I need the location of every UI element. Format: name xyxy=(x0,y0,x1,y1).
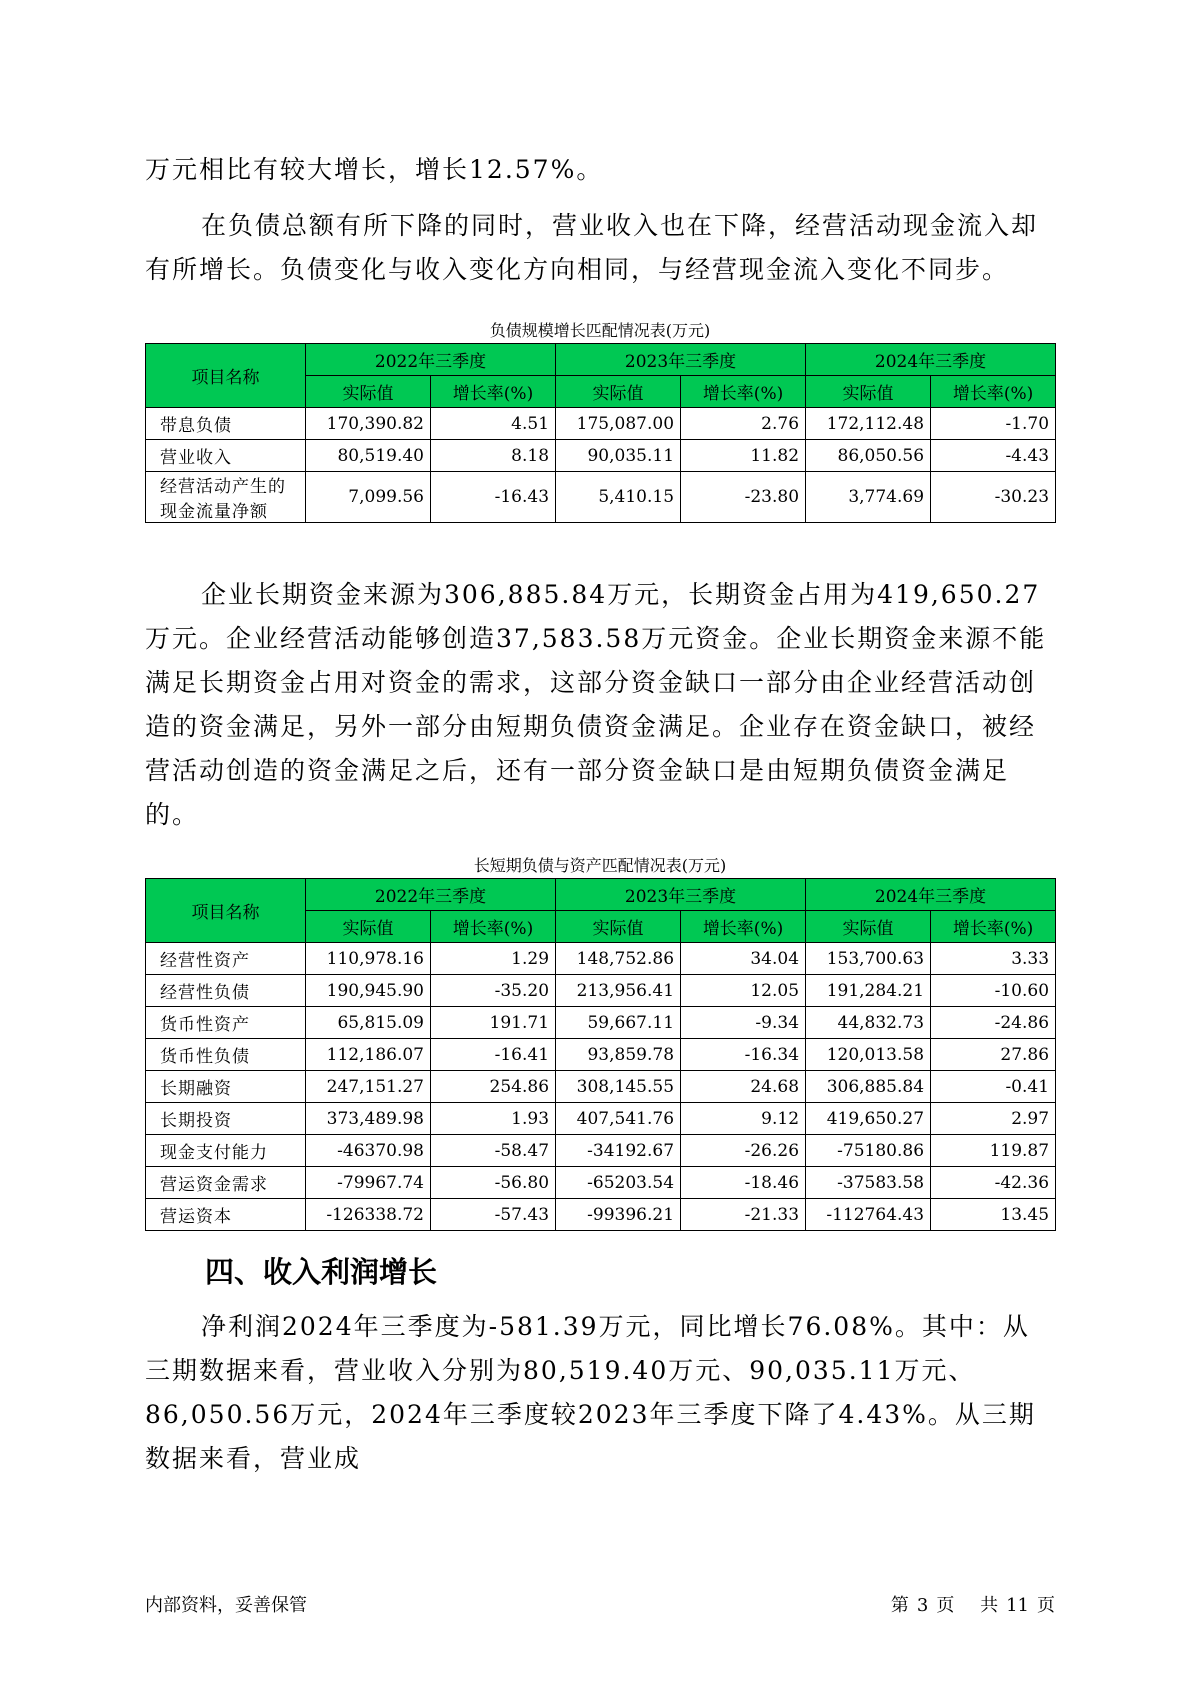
period-header: 2023年三季度 xyxy=(556,344,806,376)
actual-value-cell: -75180.86 xyxy=(806,1135,931,1167)
growth-rate-cell: -23.80 xyxy=(681,472,806,523)
section-heading: 四、收入利润增长 xyxy=(205,1255,438,1289)
actual-value-cell: -79967.74 xyxy=(306,1167,431,1199)
actual-value-header: 实际值 xyxy=(306,376,431,408)
growth-rate-cell: 27.86 xyxy=(931,1039,1056,1071)
actual-value-cell: 3,774.69 xyxy=(806,472,931,523)
row-label: 长期投资 xyxy=(146,1103,306,1135)
growth-rate-header: 增长率(%) xyxy=(931,376,1056,408)
paragraph-debt-revenue: 在负债总额有所下降的同时，营业收入也在下降，经营活动现金流入却有所增长。负债变化与收入变化方向相同，与经营现金流入变化不同步。 xyxy=(145,211,1039,284)
growth-rate-header: 增长率(%) xyxy=(431,376,556,408)
growth-rate-cell: -9.34 xyxy=(681,1007,806,1039)
footer-page-number xyxy=(855,1591,1055,1617)
total-prefix: 共 xyxy=(980,1595,999,1616)
actual-value-cell: 172,112.48 xyxy=(806,408,931,440)
actual-value-header: 实际值 xyxy=(806,376,931,408)
row-label: 现金支付能力 xyxy=(146,1135,306,1167)
actual-value-cell: 247,151.27 xyxy=(306,1071,431,1103)
actual-value-cell: -46370.98 xyxy=(306,1135,431,1167)
growth-rate-cell: 3.33 xyxy=(931,943,1056,975)
table-row xyxy=(146,943,1056,975)
growth-rate-cell: -16.34 xyxy=(681,1039,806,1071)
actual-value-cell: -126338.72 xyxy=(306,1199,431,1231)
row-label: 长期融资 xyxy=(146,1071,306,1103)
growth-rate-cell: 4.51 xyxy=(431,408,556,440)
growth-rate-cell: -24.86 xyxy=(931,1007,1056,1039)
actual-value-cell: 112,186.07 xyxy=(306,1039,431,1071)
page-suffix: 页 xyxy=(936,1595,955,1616)
paragraph-long-term-funds: 企业长期资金来源为306,885.84万元，长期资金占用为419,650.27万元。企业经营活动能够创造37,583.58万元资金。企业长期资金来源不能满足长期资金占用对资金的需求，这部分资金缺口一部分由企业经营活动创造的资金满足，另外一部分由短期负债资金满足。企业存在资金缺口，被经营活动创造的资金满足之后，还有一部分资金缺口是由短期负债资金满足的。 xyxy=(145,580,1047,829)
actual-value-cell: 191,284.21 xyxy=(806,975,931,1007)
growth-rate-cell: -16.41 xyxy=(431,1039,556,1071)
growth-rate-cell: -4.43 xyxy=(931,440,1056,472)
actual-value-cell: 86,050.56 xyxy=(806,440,931,472)
period-header: 2023年三季度 xyxy=(556,879,806,911)
table-row xyxy=(146,1007,1056,1039)
actual-value-header: 实际值 xyxy=(806,911,931,943)
actual-value-cell: -65203.54 xyxy=(556,1167,681,1199)
growth-rate-cell: 2.97 xyxy=(931,1103,1056,1135)
actual-value-cell: 153,700.63 xyxy=(806,943,931,975)
table-row xyxy=(146,408,1056,440)
growth-rate-cell: 1.93 xyxy=(431,1103,556,1135)
row-label: 营运资本 xyxy=(146,1199,306,1231)
actual-value-cell: 80,519.40 xyxy=(306,440,431,472)
actual-value-header: 实际值 xyxy=(306,911,431,943)
growth-rate-header: 增长率(%) xyxy=(931,911,1056,943)
actual-value-header: 实际值 xyxy=(556,911,681,943)
growth-rate-cell: 9.12 xyxy=(681,1103,806,1135)
actual-value-cell: 65,815.09 xyxy=(306,1007,431,1039)
table-header-row xyxy=(146,879,1056,911)
paragraph-net-profit: 净利润2024年三季度为-581.39万元，同比增长76.08%。其中：从三期数据来看，营业收入分别为80,519.40万元、90,035.11万元、86,050.56万元，2024年三季度较2023年三季度下降了4.43%。从三期数据来看，营业成 xyxy=(145,1312,1036,1473)
actual-value-header: 实际值 xyxy=(556,376,681,408)
actual-value-cell: 306,885.84 xyxy=(806,1071,931,1103)
growth-rate-cell: -56.80 xyxy=(431,1167,556,1199)
actual-value-cell: 120,013.58 xyxy=(806,1039,931,1071)
total-suffix: 页 xyxy=(1037,1595,1055,1616)
growth-rate-cell: 12.05 xyxy=(681,975,806,1007)
table-row xyxy=(146,1103,1056,1135)
row-label: 经营性负债 xyxy=(146,975,306,1007)
growth-rate-header: 增长率(%) xyxy=(431,911,556,943)
growth-rate-cell: 8.18 xyxy=(431,440,556,472)
item-name-header: 项目名称 xyxy=(146,879,306,943)
growth-rate-cell: -0.41 xyxy=(931,1071,1056,1103)
actual-value-cell: -37583.58 xyxy=(806,1167,931,1199)
row-label: 带息负债 xyxy=(146,408,306,440)
total-pages: 11 xyxy=(1006,1595,1029,1616)
growth-rate-cell: -58.47 xyxy=(431,1135,556,1167)
long-short-debt-asset-table xyxy=(145,878,1056,1231)
table-row xyxy=(146,1135,1056,1167)
growth-rate-cell: -16.43 xyxy=(431,472,556,523)
row-label: 营运资金需求 xyxy=(146,1167,306,1199)
actual-value-cell: 308,145.55 xyxy=(556,1071,681,1103)
growth-rate-cell: 119.87 xyxy=(931,1135,1056,1167)
table-row xyxy=(146,1039,1056,1071)
growth-rate-cell: 1.29 xyxy=(431,943,556,975)
actual-value-cell: 190,945.90 xyxy=(306,975,431,1007)
growth-rate-cell: 11.82 xyxy=(681,440,806,472)
row-label: 营业收入 xyxy=(146,440,306,472)
actual-value-cell: 419,650.27 xyxy=(806,1103,931,1135)
page-prefix: 第 xyxy=(890,1595,909,1616)
debt-scale-table xyxy=(145,343,1056,523)
actual-value-cell: -34192.67 xyxy=(556,1135,681,1167)
growth-rate-header: 增长率(%) xyxy=(681,911,806,943)
growth-rate-cell: -18.46 xyxy=(681,1167,806,1199)
growth-rate-cell: -1.70 xyxy=(931,408,1056,440)
growth-rate-cell: 2.76 xyxy=(681,408,806,440)
growth-rate-cell: 24.68 xyxy=(681,1071,806,1103)
growth-rate-cell: -57.43 xyxy=(431,1199,556,1231)
growth-rate-cell: -10.60 xyxy=(931,975,1056,1007)
period-header: 2024年三季度 xyxy=(806,344,1056,376)
period-header: 2022年三季度 xyxy=(306,344,556,376)
table-row xyxy=(146,1199,1056,1231)
actual-value-cell: 5,410.15 xyxy=(556,472,681,523)
table-row xyxy=(146,1071,1056,1103)
table-row xyxy=(146,440,1056,472)
growth-rate-cell: 254.86 xyxy=(431,1071,556,1103)
actual-value-cell: 90,035.11 xyxy=(556,440,681,472)
growth-rate-cell: -26.26 xyxy=(681,1135,806,1167)
actual-value-cell: 110,978.16 xyxy=(306,943,431,975)
item-name-header: 项目名称 xyxy=(146,344,306,408)
growth-rate-cell: 34.04 xyxy=(681,943,806,975)
growth-rate-cell: -35.20 xyxy=(431,975,556,1007)
actual-value-cell: -112764.43 xyxy=(806,1199,931,1231)
growth-rate-cell: 191.71 xyxy=(431,1007,556,1039)
growth-rate-cell: 13.45 xyxy=(931,1199,1056,1231)
actual-value-cell: 44,832.73 xyxy=(806,1007,931,1039)
actual-value-cell: 7,099.56 xyxy=(306,472,431,523)
table2-caption: 长短期负债与资产匹配情况表(万元) xyxy=(473,856,727,875)
actual-value-cell: 373,489.98 xyxy=(306,1103,431,1135)
table-row xyxy=(146,975,1056,1007)
footer-confidential-note: 内部资料，妥善保管 xyxy=(145,1595,307,1616)
actual-value-cell: 175,087.00 xyxy=(556,408,681,440)
growth-rate-cell: -42.36 xyxy=(931,1167,1056,1199)
actual-value-cell: 148,752.86 xyxy=(556,943,681,975)
actual-value-cell: 93,859.78 xyxy=(556,1039,681,1071)
table-row xyxy=(146,1167,1056,1199)
period-header: 2024年三季度 xyxy=(806,879,1056,911)
growth-rate-cell: -21.33 xyxy=(681,1199,806,1231)
actual-value-cell: 213,956.41 xyxy=(556,975,681,1007)
period-header: 2022年三季度 xyxy=(306,879,556,911)
table-row xyxy=(146,472,1056,523)
table1-caption: 负债规模增长匹配情况表(万元) xyxy=(489,321,711,340)
row-label: 货币性负债 xyxy=(146,1039,306,1071)
paragraph-continuation: 万元相比有较大增长，增长12.57%。 xyxy=(145,155,604,184)
actual-value-cell: 170,390.82 xyxy=(306,408,431,440)
actual-value-cell: 407,541.76 xyxy=(556,1103,681,1135)
table-header-row xyxy=(146,344,1056,376)
row-label: 货币性资产 xyxy=(146,1007,306,1039)
growth-rate-cell: -30.23 xyxy=(931,472,1056,523)
actual-value-cell: -99396.21 xyxy=(556,1199,681,1231)
actual-value-cell: 59,667.11 xyxy=(556,1007,681,1039)
row-label: 经营活动产生的现金流量净额 xyxy=(146,472,306,523)
growth-rate-header: 增长率(%) xyxy=(681,376,806,408)
row-label: 经营性资产 xyxy=(146,943,306,975)
page-current: 3 xyxy=(916,1595,929,1616)
